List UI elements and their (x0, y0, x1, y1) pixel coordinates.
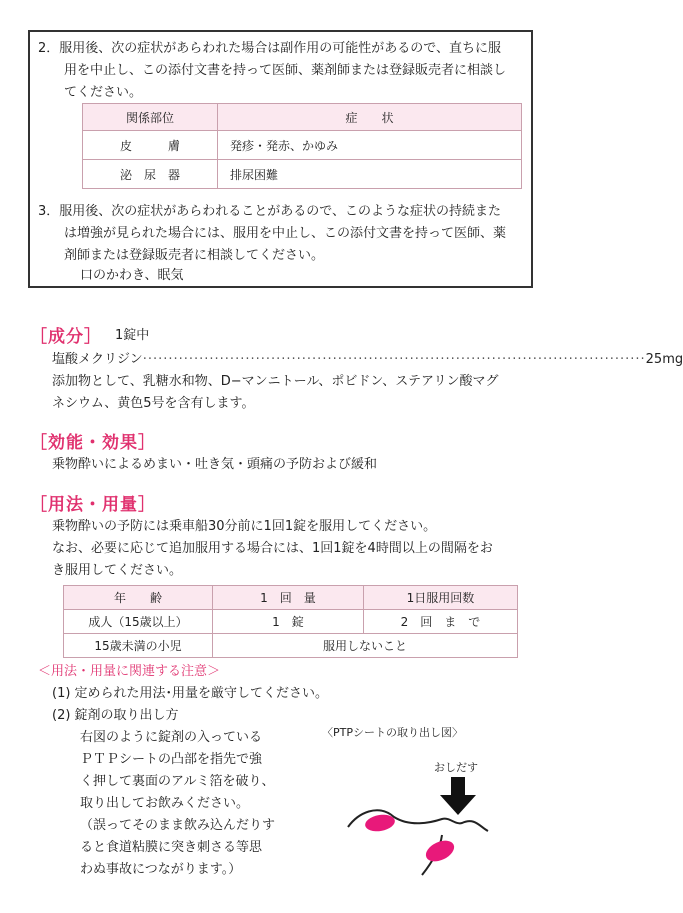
item2-line-2: 用を中止し、この添付文書を持って医師、薬剤師または登録販売者に相談し (64, 63, 507, 78)
dosage-heading: ［用法・用量］ (30, 495, 156, 515)
dosage-table (63, 585, 518, 658)
active-ingredient-amount: 25mg (645, 352, 683, 367)
table-cell: 2 回 ま で (364, 610, 518, 634)
precautions-heading: ＜用法・用量に関連する注意＞ (38, 664, 221, 679)
table-cell: 服用しないこと (213, 634, 518, 658)
item3-line-3: 剤師または登録販売者に相談してください。 (64, 248, 325, 263)
precaution-line: ると食道粘膜に突き刺さる等思 (80, 840, 263, 855)
table-header: 1 回 量 (213, 586, 364, 610)
table-cell: 皮 膚 (83, 131, 218, 160)
table-header: 年 齢 (64, 586, 213, 610)
table-cell: 泌 尿 器 (83, 160, 218, 189)
item3-line-1: 3．服用後、次の症状があらわれることがあるので、このような症状の持続また (38, 204, 502, 219)
precaution-line: ＰＴＰシートの凸部を指先で強 (80, 752, 263, 767)
item2-line-3: てください。 (64, 85, 143, 100)
item3-symptoms: 口のかわき、眠気 (80, 268, 184, 283)
table-cell: 1 錠 (213, 610, 364, 634)
table-cell: 排尿困難 (218, 160, 522, 189)
additives-line-1: 添加物として、乳糖水和物、D−マンニトール、ポビドン、ステアリン酸マグ (52, 374, 499, 389)
push-arrow-icon (440, 777, 476, 815)
precaution-line: 右図のように錠剤の入っている (80, 730, 263, 745)
table-header: 関係部位 (83, 104, 218, 131)
ingredients-heading: ［成分］ (30, 327, 102, 347)
dosage-line-3: き服用してください。 (52, 563, 183, 578)
additives-line-2: ネシウム、黄色5号を含有します。 (52, 396, 255, 411)
side-effects-table (82, 103, 522, 189)
precaution-line: （誤ってそのまま飲み込んだりす (80, 818, 276, 833)
precaution-item-2-title: (2) 錠剤の取り出し方 (52, 708, 179, 723)
leader-dots: ·································································································· (142, 352, 646, 367)
figure-label: おしだす (434, 761, 478, 774)
table-header: 症 状 (218, 104, 522, 131)
precaution-item-1: (1) 定められた用法･用量を厳守してください。 (52, 686, 329, 701)
ingredients-per-unit: 1錠中 (115, 328, 150, 343)
table-cell: 発疹・発赤、かゆみ (218, 131, 522, 160)
item2-line-1: 2．服用後、次の症状があらわれた場合は副作用の可能性があるので、直ちに服 (38, 41, 502, 56)
ptp-sheet-diagram (330, 775, 510, 880)
dosage-line-2: なお、必要に応じて追加服用する場合には、1回1錠を4時間以上の間隔をお (52, 541, 493, 556)
precaution-line: わぬ事故につながります。） (80, 862, 242, 877)
indications-heading: ［効能・効果］ (30, 433, 156, 453)
figure-caption: 〈PTPシートの取り出し図〉 (322, 726, 463, 739)
dosage-line-1: 乗物酔いの予防には乗車船30分前に1回1錠を服用してください。 (52, 519, 437, 534)
table-header: 1日服用回数 (364, 586, 518, 610)
active-ingredient-name: 塩酸メクリジン (52, 352, 143, 367)
table-cell: 成人（15歳以上） (64, 610, 213, 634)
precaution-line: く押して裏面のアルミ箔を破り、 (80, 774, 275, 789)
table-cell: 15歳未満の小児 (64, 634, 213, 658)
precaution-line: 取り出してお飲みください。 (80, 796, 250, 811)
indications-text: 乗物酔いによるめまい・吐き気・頭痛の予防および緩和 (52, 457, 378, 472)
active-ingredient-row (52, 349, 683, 370)
item3-line-2: は増強が見られた場合には、服用を中止し、この添付文書を持って医師、薬 (64, 226, 507, 241)
